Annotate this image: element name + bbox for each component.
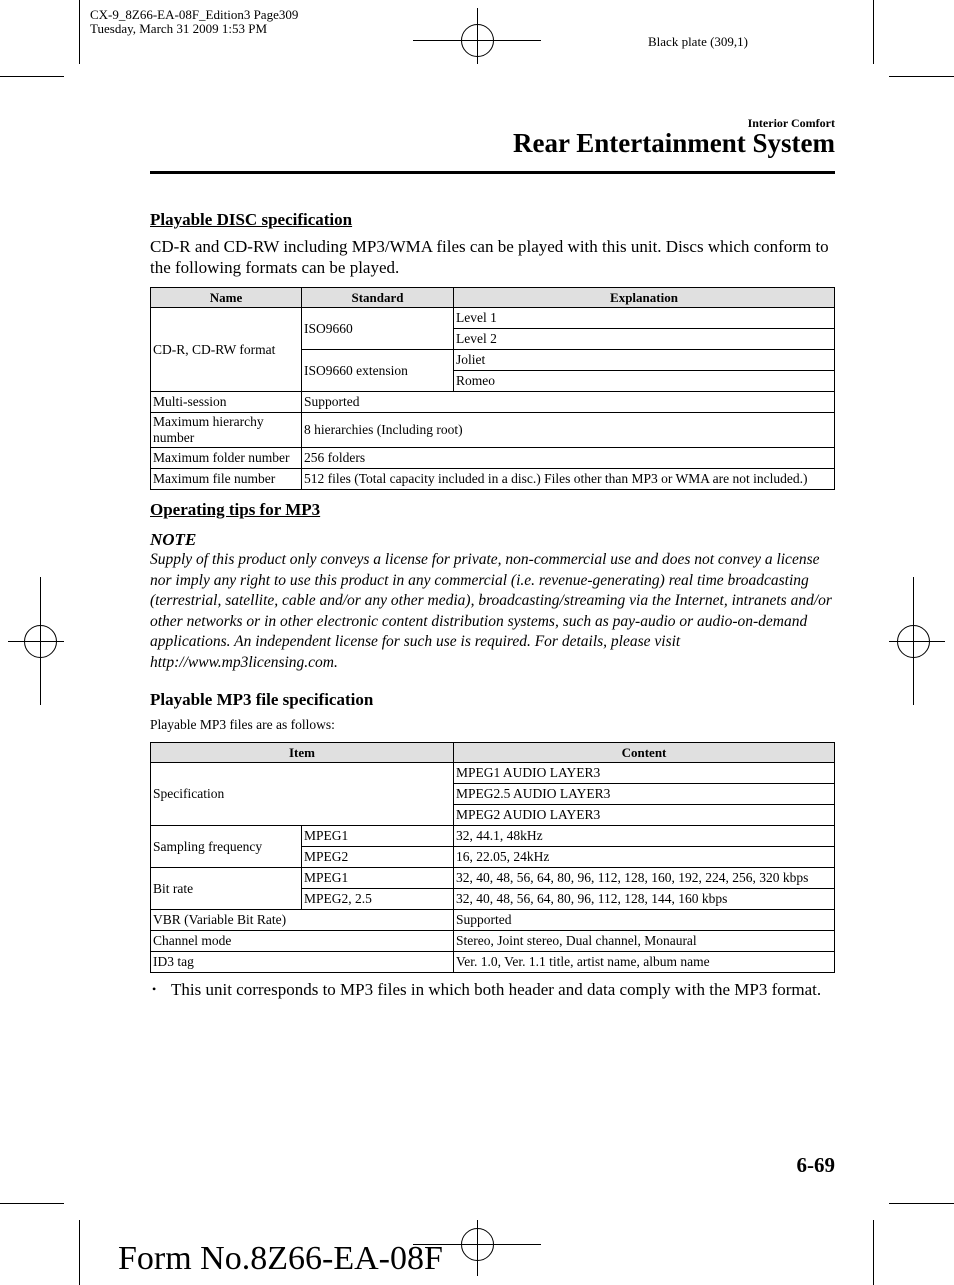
page-title: Rear Entertainment System [513, 128, 835, 158]
table-cell: Specification [151, 763, 454, 826]
table-cell: 32, 44.1, 48kHz [454, 826, 835, 847]
table-cell: Ver. 1.0, Ver. 1.1 title, artist name, album name [454, 952, 835, 973]
page-number: 6-69 [796, 1153, 835, 1177]
section-label: Interior Comfort [747, 116, 835, 130]
table-row [151, 448, 835, 469]
main-content [150, 210, 835, 1000]
table-row [151, 952, 835, 973]
disc-spec-heading: Playable DISC specification [150, 210, 353, 229]
table-cell: Bit rate [151, 868, 302, 910]
table-row [151, 469, 835, 490]
table-cell: Supported [454, 910, 835, 931]
table-cell: Joliet [454, 350, 835, 371]
table-cell: Maximum file number [151, 469, 302, 490]
table-cell: MPEG1 AUDIO LAYER3 [454, 763, 835, 784]
table-cell: Multi-session [151, 392, 302, 413]
table-cell: Maximum folder number [151, 448, 302, 469]
table-cell: Level 1 [454, 308, 835, 329]
table-cell: Sampling frequency [151, 826, 302, 868]
table-cell: ISO9660 [302, 308, 454, 350]
table-row [151, 413, 835, 448]
table-row [151, 763, 835, 784]
table-row [151, 931, 835, 952]
disc-spec-table [150, 287, 835, 490]
column-header: Explanation [454, 288, 835, 308]
column-header: Name [151, 288, 302, 308]
table-cell: Channel mode [151, 931, 454, 952]
column-header: Standard [302, 288, 454, 308]
table-row [151, 910, 835, 931]
table-cell: 32, 40, 48, 56, 64, 80, 96, 112, 128, 160, 192, 224, 256, 320 kbps [454, 868, 835, 889]
table-row [151, 826, 835, 847]
table-cell: MPEG2, 2.5 [302, 889, 454, 910]
table-cell: ID3 tag [151, 952, 454, 973]
bullet-icon: • [152, 982, 157, 996]
table-cell: CD-R, CD-RW format [151, 308, 302, 392]
bullet-text: This unit corresponds to MP3 files in which both header and data comply with the MP3 format. [171, 980, 822, 999]
form-number: Form No.8Z66-EA-08F [118, 1240, 443, 1277]
table-cell: MPEG1 [302, 868, 454, 889]
table-header-row [151, 743, 835, 763]
table-cell: 512 files (Total capacity included in a disc.) Files other than MP3 or WMA are not included.) [302, 469, 835, 490]
plate-label: Black plate (309,1) [648, 34, 748, 49]
table-cell: MPEG2 [302, 847, 454, 868]
disc-spec-intro: CD-R and CD-RW including MP3/WMA files can be played with this unit. Discs which conform to the following formats can be played. [150, 237, 829, 277]
bullet-item [150, 979, 835, 1000]
table-cell: Romeo [454, 371, 835, 392]
table-row [151, 308, 835, 329]
table-cell: MPEG2 AUDIO LAYER3 [454, 805, 835, 826]
table-cell: 8 hierarchies (Including root) [302, 413, 835, 448]
table-cell: MPEG2.5 AUDIO LAYER3 [454, 784, 835, 805]
table-row [151, 392, 835, 413]
table-cell: 32, 40, 48, 56, 64, 80, 96, 112, 128, 144, 160 kbps [454, 889, 835, 910]
table-cell: Stereo, Joint stereo, Dual channel, Monaural [454, 931, 835, 952]
mp3-spec-table [150, 742, 835, 973]
mp3-tips-heading: Operating tips for MP3 [150, 500, 321, 519]
mp3-spec-intro: Playable MP3 files are as follows: [150, 717, 335, 732]
table-cell: Level 2 [454, 329, 835, 350]
table-cell: Supported [302, 392, 835, 413]
table-cell: 256 folders [302, 448, 835, 469]
note-text: Supply of this product only conveys a license for private, non-commercial use and does not convey a license nor imply any right to use this product in any commercial (i.e. revenue-generating) real time broadcasting (terrestrial, satellite, cable and/or any other media), broadcasting/streaming via the Internet, intranets and/or other networks or in other electronic content distribution systems, such as pay-audio or audio-on-demand applications. An independent license for such use is required. For details, please visit http://www.mp3licensing.com. [150, 551, 832, 671]
print-header-line1: CX-9_8Z66-EA-08F_Edition3 Page309 [90, 7, 299, 22]
table-cell: MPEG1 [302, 826, 454, 847]
table-cell: VBR (Variable Bit Rate) [151, 910, 454, 931]
note-label: NOTE [150, 530, 197, 549]
column-header: Content [454, 743, 835, 763]
table-cell: Maximum hierarchy number [151, 413, 302, 448]
table-cell: 16, 22.05, 24kHz [454, 847, 835, 868]
print-header [90, 8, 298, 36]
mp3-spec-heading: Playable MP3 file specification [150, 690, 374, 709]
table-row [151, 868, 835, 889]
table-cell: ISO9660 extension [302, 350, 454, 392]
table-header-row [151, 288, 835, 308]
print-header-line2: Tuesday, March 31 2009 1:53 PM [90, 21, 268, 36]
column-header: Item [151, 743, 454, 763]
title-rule [150, 171, 835, 174]
